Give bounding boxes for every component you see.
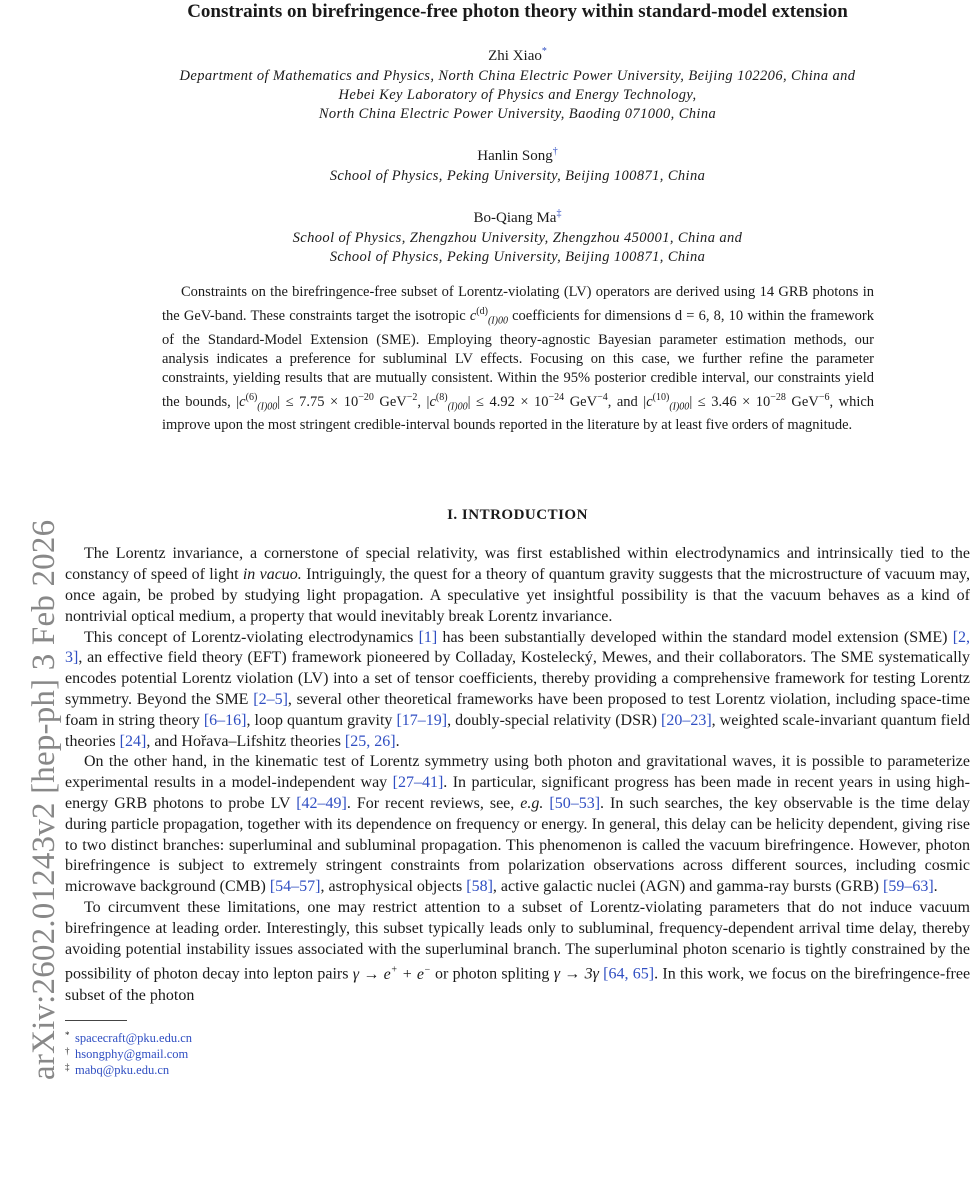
introduction-body	[65, 544, 970, 1006]
citation-link[interactable]: [25, 26]	[344, 732, 396, 750]
author-name: Hanlin Song†	[477, 146, 558, 164]
author-affiliation: Department of Mathematics and Physics, North China Electric Power University, Beijing 102206, China and Hebei Key Laboratory of Physics and Energy Technology, North China Electric Power University, Baoding 071000, China	[179, 68, 856, 122]
section-heading: I. INTRODUCTION	[447, 507, 588, 524]
author-affiliation: School of Physics, Peking University, Beijing 100871, China	[329, 168, 706, 184]
footnotes	[65, 1030, 970, 1078]
paper-title: Constraints on birefringence-free photon theory within standard-model extension	[187, 1, 848, 22]
citation-link[interactable]: [6–16]	[203, 711, 247, 729]
footnote: ‡ mabq@pku.edu.cn	[65, 1062, 170, 1078]
intro-paragraph-4: To circumvent these limitations, one may restrict attention to a subset of Lorentz-violating parameters that do not induce vacuum birefringence at leading order. Interestingly, this subset typically leads only to subluminal, frequency-dependent arrival time delay, thereby avoiding potential instability issues associated with the superluminal branch. The superluminal photon scenario is tightly constrained by the possibility of photon decay into lepton pairs γ → e+ + e− or photon spliting γ → 3γ [64, 65]. In this work, we focus on the birefringence-free subset of the photon	[65, 898, 971, 1004]
author-affiliation: School of Physics, Zhengzhou University, Zhengzhou 450001, China and School of Physics, Peking University, Beijing 100871, China	[292, 230, 743, 265]
citation-link[interactable]: [27–41]	[392, 774, 444, 792]
citation-link[interactable]: [50–53]	[549, 795, 601, 812]
citation-link[interactable]: [2–5]	[253, 691, 288, 709]
citation-link[interactable]: [20–23]	[661, 711, 712, 729]
citation-link[interactable]: [24]	[119, 732, 147, 750]
intro-paragraph-2: This concept of Lorentz-violating electrodynamics [1] has been substantially developed within the standard model extension (SME) [2, 3], an effective field theory (EFT) framework pioneered by Colladay, Kostelecký, Mewes, and their collaborators. The SME systematically encodes potential Lorentz violation (LV) into a set of tensor coefficients, thereby providing a comprehensive framework for testing Lorentz symmetry. Beyond the SME [2–5], several other theoretical frameworks have been proposed to test Lorentz violation, including space-time foam in string theory [6–16], loop quantum gravity [17–19], doubly-special relativity (DSR) [20–23], weighted scale-invariant quantum field theories [24], and Hořava–Lifshitz theories [25, 26].	[65, 628, 971, 750]
author-name: Zhi Xiao*	[488, 46, 547, 64]
author-block	[65, 46, 970, 267]
citation-link[interactable]: [64, 65]	[603, 965, 655, 983]
citation-link[interactable]: [17–19]	[396, 711, 448, 729]
arxiv-identifier: arXiv:2602.01243v2 [hep-ph] 3 Feb 2026	[26, 519, 62, 1080]
citation-link[interactable]: [54–57]	[269, 878, 321, 896]
paper-page	[65, 0, 970, 1078]
citation-link[interactable]: [58]	[466, 878, 493, 896]
footnote: † hsongphy@gmail.com	[65, 1046, 189, 1062]
abstract: Constraints on the birefringence-free subset of Lorentz-violating (LV) operators are derived using 14 GRB photons in the GeV-band. These constraints target the isotropic $c^{(d)}_{(I)00}$ coefficients for dimensions d = 6, 8, 10 within the framework of the Standard-Model Extension (SME). Employing theory-agnostic Bayesian parameter estimation methods, our analysis indicates a preference for subluminal LV effects. Focusing on this case, we further refine the parameter constraints, yielding results that are mutually consistent. Within the 95% posterior credible interval, our constraints yield the bounds, $|c^{(6)}_{(I)00}| \le 7.75 \times 10^{-20}$ GeV$^{-2}$, $|c^{(8)}_{(I)00}| \le 4.92 \times 10^{-24}$ GeV$^{-4}$, and $|c^{(10)}_{(I)00}| \le 3.46 \times 10^{-28}$ GeV$^{-6}$, which improve upon the most stringent credible-interval bounds reported in the literature by at least five orders of magnitude.	[162, 284, 875, 434]
email-link[interactable]: hsongphy@gmail.com	[75, 1047, 189, 1062]
intro-paragraph-1: The Lorentz invariance, a cornerstone of special relativity, was first established within electrodynamics and intrinsically tied to the constancy of speed of light in vacuo. Intriguingly, the quest for a theory of quantum gravity suggests that the microstructure of vacuum may, once again, be probed by studying light propagation. A speculative yet insightful possibility is that the vacuum behaves as a kind of nontrivial optical medium, a property that would inevitably break Lorentz invariance.	[65, 545, 971, 625]
author-name: Bo-Qiang Ma‡	[473, 208, 562, 226]
intro-paragraph-3: On the other hand, in the kinematic test of Lorentz symmetry using both photon and gravitational waves, it is possible to parameterize experimental results in a model-independent way [27–41]. In particular, significant progress has been made in recent years in using high-energy GRB photons to probe LV [42–49]. For recent reviews, see, e.g. [50–53]. In such searches, the key observable is the time delay during particle propagation, together with its dependence on frequency or energy. In general, this delay can be helicity dependent, giving rise to two distinct branches: superluminal and subluminal propagation. This phenomenon is called the vacuum birefringence. However, photon birefringence is subject to extremely stringent constraints from polarization observations across different sources, including cosmic microwave background (CMB) [54–57], astrophysical objects [58], active galactic nuclei (AGN) and gamma-ray bursts (GRB) [59–63].	[65, 753, 971, 896]
citation-link[interactable]: [2, 3]	[65, 628, 971, 667]
email-link[interactable]: mabq@pku.edu.cn	[75, 1063, 170, 1078]
citation-link[interactable]: [59–63]	[883, 878, 934, 896]
footnote: * spacecraft@pku.edu.cn	[65, 1030, 193, 1046]
arxiv-sidebar	[0, 0, 62, 1200]
email-link[interactable]: spacecraft@pku.edu.cn	[75, 1031, 193, 1046]
citation-link[interactable]: [42–49]	[296, 795, 347, 812]
footnote-divider	[65, 1020, 127, 1021]
citation-link[interactable]: [1]	[418, 628, 438, 646]
